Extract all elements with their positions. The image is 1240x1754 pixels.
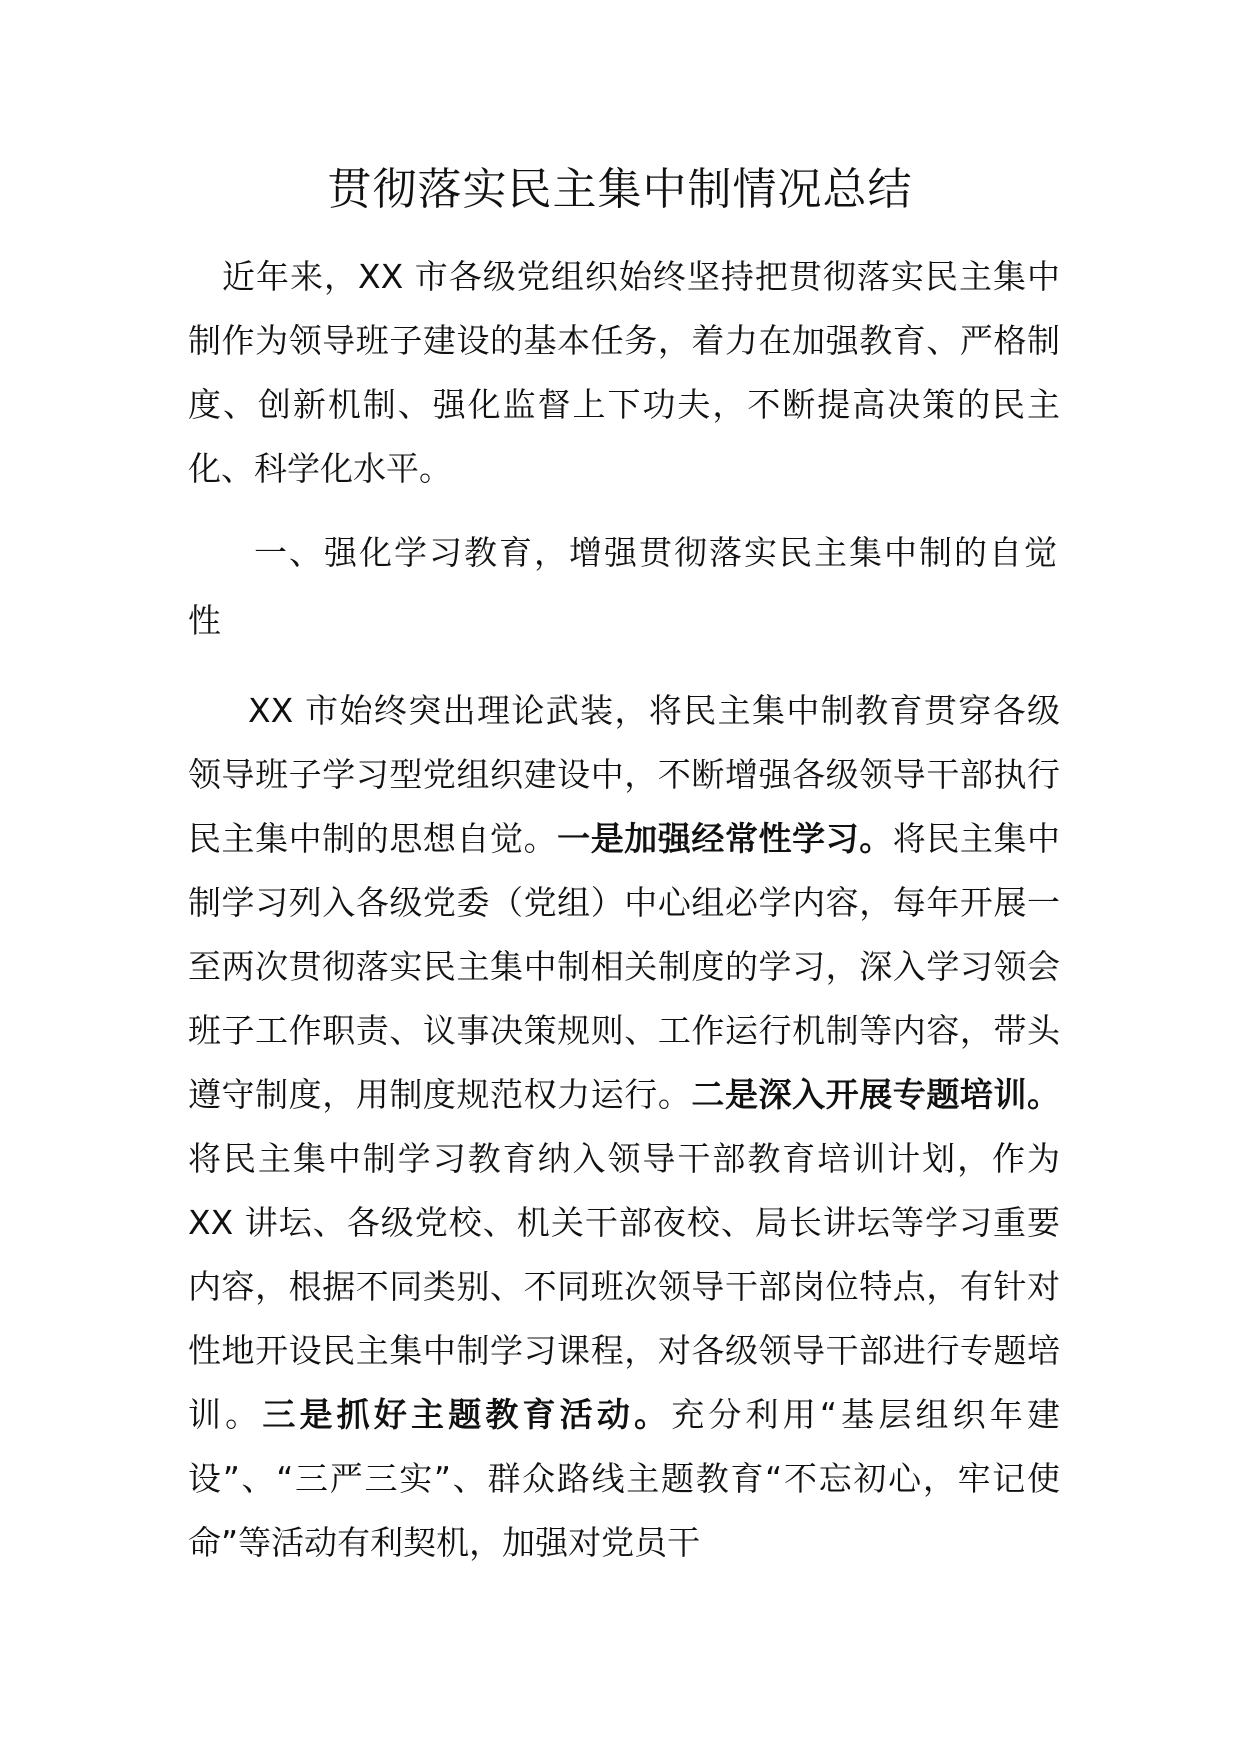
body-text: XX 市始终突出理论武装，将民主集中制教育贯穿各级领导班子学习型党组织建设中，不断增强各级领导干部执行民主集中制的思想自觉。 (188, 691, 1060, 858)
document-body (188, 245, 1060, 1575)
intro-paragraph: 近年来，XX 市各级党组织始终坚持把贯彻落实民主集中制作为领导班子建设的基本任务，着力在加强教育、严格制度、创新机制、强化监督上下功夫，不断提高决策的民主化、科学化水平。 (188, 257, 1060, 488)
body-text: 充分利用“基层组织年建设”、“三严三实”、群众路线主题教育“不忘初心，牢记使命”等活动有利契机，加强对党员干 (188, 1395, 1061, 1562)
section-body-paragraph (188, 679, 1060, 1575)
bold-point-3: 三是抓好主题教育活动。 (262, 1395, 672, 1434)
bold-point-1: 一是加强经常性学习。 (557, 819, 893, 858)
document-title: 贯彻落实民主集中制情况总结 (327, 164, 913, 215)
body-text: 将民主集中制学习列入各级党委（党组）中心组必学内容，每年开展一至两次贯彻落实民主集中制相关制度的学习，深入学习领会班子工作职责、议事决策规则、工作运行机制等内容，带头遵守制度，用制度规范权力运行。 (188, 819, 1061, 1114)
bold-point-2: 二是深入开展专题培训。 (691, 1075, 1061, 1114)
body-text: 将民主集中制学习教育纳入领导干部教育培训计划，作为 XX 讲坛、各级党校、机关干部夜校、局长讲坛等学习重要内容，根据不同类别、不同班次领导干部岗位特点，有针对性地开设民主集中制学习课程，对各级领导干部进行专题培训。 (188, 1139, 1060, 1434)
section-heading: 一、强化学习教育，增强贯彻落实民主集中制的自觉性 (188, 533, 1059, 640)
